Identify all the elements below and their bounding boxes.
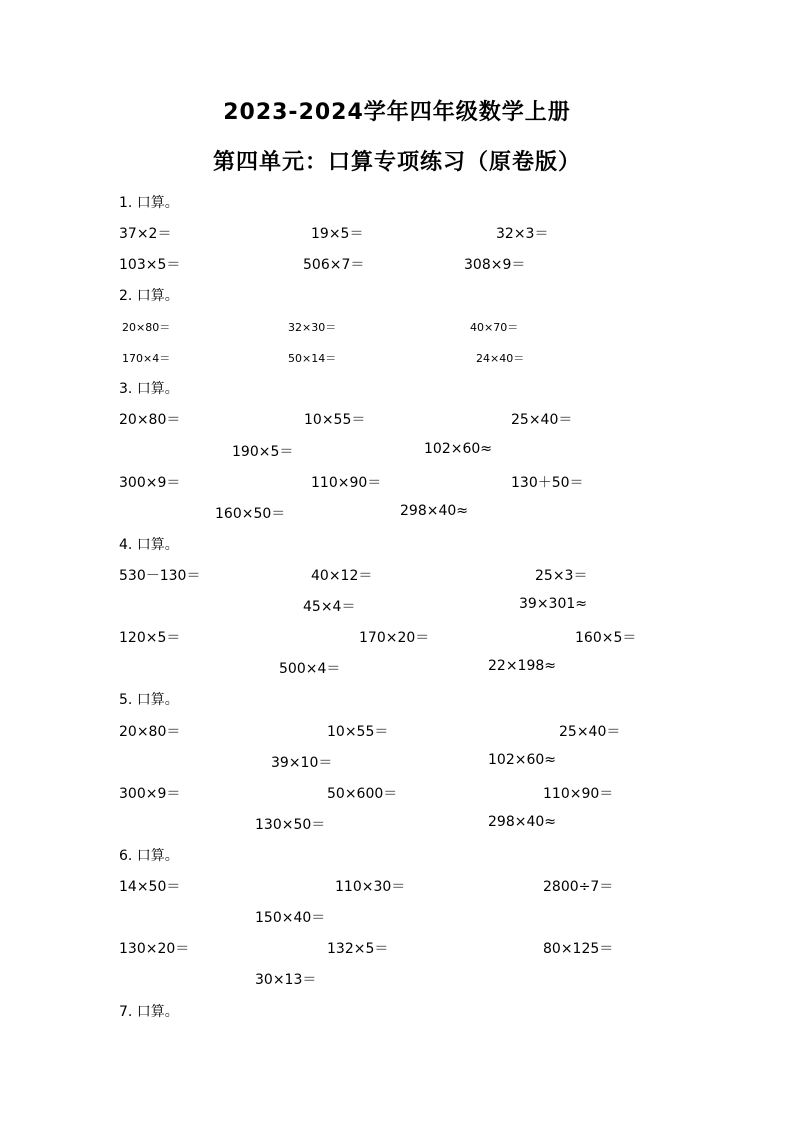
math-problem: 22×198≈ [488, 658, 556, 674]
problem-row [0, 347, 794, 371]
math-problem: 308×9＝ [464, 257, 526, 273]
math-problem: 506×7＝ [303, 257, 365, 273]
problem-row [0, 721, 794, 745]
math-problem: 19×5＝ [311, 226, 364, 242]
problem-row [0, 814, 794, 838]
math-problem: 20×80＝ [122, 321, 171, 334]
math-problem: 130＋50＝ [511, 475, 584, 491]
math-problem: 298×40≈ [400, 503, 468, 519]
section-heading: 6. 口算。 [119, 848, 179, 864]
problem-row [0, 907, 794, 931]
problem-row [0, 969, 794, 993]
math-problem: 103×5＝ [119, 257, 181, 273]
math-problem: 50×600＝ [327, 786, 398, 802]
math-problem: 102×60≈ [424, 441, 492, 457]
math-problem: 80×125＝ [543, 941, 614, 957]
problem-row [0, 658, 794, 682]
math-problem: 150×40＝ [255, 910, 326, 926]
math-problem: 30×13＝ [255, 972, 317, 988]
problem-row [0, 565, 794, 589]
math-problem: 50×14＝ [288, 352, 337, 365]
problem-row [0, 752, 794, 776]
math-problem: 120×5＝ [119, 630, 181, 646]
math-problem: 130×50＝ [255, 817, 326, 833]
math-problem: 45×4＝ [303, 599, 356, 615]
problem-row [0, 254, 794, 278]
math-problem: 170×20＝ [359, 630, 430, 646]
math-problem: 110×90＝ [311, 475, 382, 491]
math-problem: 130×20＝ [119, 941, 190, 957]
math-problem: 102×60≈ [488, 752, 556, 768]
math-problem: 32×30＝ [288, 321, 337, 334]
math-problem: 37×2＝ [119, 226, 172, 242]
math-problem: 300×9＝ [119, 475, 181, 491]
math-problem: 24×40＝ [476, 352, 525, 365]
math-problem: 25×3＝ [535, 568, 588, 584]
page-subtitle: 第四单元：口算专项练习（原卷版） [212, 150, 581, 175]
math-problem: 132×5＝ [327, 941, 389, 957]
math-problem: 39×10＝ [271, 755, 333, 771]
problem-row [0, 503, 794, 527]
math-problem: 170×4＝ [122, 352, 171, 365]
problem-row [0, 441, 794, 465]
section-heading: 5. 口算。 [119, 692, 179, 708]
section-heading: 3. 口算。 [119, 381, 179, 397]
math-problem: 20×80＝ [119, 724, 181, 740]
math-problem: 500×4＝ [279, 661, 341, 677]
math-problem: 110×90＝ [543, 786, 614, 802]
math-problem: 20×80＝ [119, 412, 181, 428]
section-heading: 2. 口算。 [119, 288, 179, 304]
math-problem: 190×5＝ [232, 444, 294, 460]
problem-row [0, 876, 794, 900]
math-problem: 298×40≈ [488, 814, 556, 830]
math-problem: 300×9＝ [119, 786, 181, 802]
section-heading: 1. 口算。 [119, 195, 179, 211]
math-problem: 2800÷7＝ [543, 879, 614, 895]
math-problem: 32×3＝ [496, 226, 549, 242]
problem-row [0, 409, 794, 433]
math-problem: 39×301≈ [519, 596, 587, 612]
problem-row [0, 783, 794, 807]
math-problem: 40×70＝ [470, 321, 519, 334]
problem-row [0, 627, 794, 651]
math-problem: 25×40＝ [511, 412, 573, 428]
math-problem: 160×50＝ [215, 506, 286, 522]
page-title: 2023-2024学年四年级数学上册 [223, 100, 571, 125]
problem-row [0, 316, 794, 340]
math-problem: 25×40＝ [559, 724, 621, 740]
math-problem: 110×30＝ [335, 879, 406, 895]
math-problem: 10×55＝ [304, 412, 366, 428]
math-problem: 530－130＝ [119, 568, 201, 584]
problem-row [0, 938, 794, 962]
section-heading: 4. 口算。 [119, 537, 179, 553]
problem-row [0, 223, 794, 247]
math-problem: 14×50＝ [119, 879, 181, 895]
math-problem: 40×12＝ [311, 568, 373, 584]
section-heading: 7. 口算。 [119, 1004, 179, 1020]
math-problem: 10×55＝ [327, 724, 389, 740]
math-problem: 160×5＝ [575, 630, 637, 646]
problem-row [0, 596, 794, 620]
problem-row [0, 472, 794, 496]
